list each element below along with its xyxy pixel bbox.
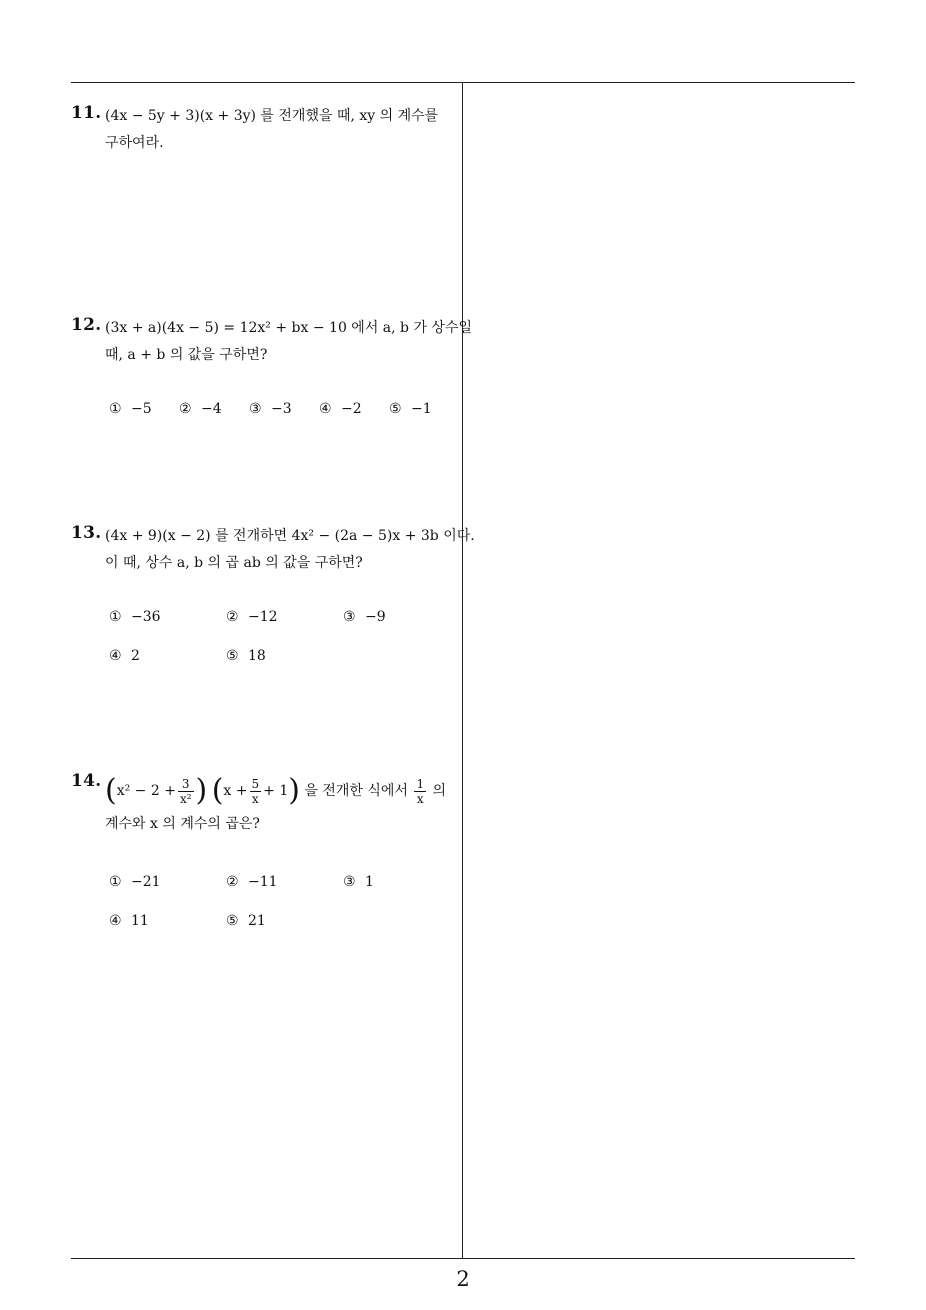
choice-1[interactable]	[109, 609, 161, 625]
expr-part: + 1	[263, 783, 289, 799]
fraction-denominator: x²	[179, 791, 192, 806]
question-text	[105, 315, 473, 369]
expr-text: 의	[432, 783, 447, 799]
question-line: 때, a + b 의 값을 구하면?	[105, 347, 268, 363]
left-paren: (	[105, 773, 117, 808]
choice-value: −36	[131, 609, 161, 625]
question-line: 계수와 x 의 계수의 곱은?	[105, 816, 260, 832]
choice-mark: ①	[109, 874, 122, 890]
choice-5[interactable]	[389, 401, 432, 417]
question-text	[105, 523, 475, 577]
question-line-expression	[105, 771, 459, 811]
left-paren: (	[211, 773, 224, 808]
choice-mark: ①	[109, 609, 122, 625]
choice-value: −3	[271, 401, 292, 417]
choice-4[interactable]	[109, 648, 140, 664]
expr-part: x +	[223, 783, 248, 799]
choice-value: −1	[411, 401, 432, 417]
choice-mark: ③	[343, 874, 356, 890]
expr-text: 을 전개한 식에서	[304, 783, 408, 799]
fraction	[250, 777, 262, 806]
choice-value: −11	[248, 874, 278, 890]
choice-mark: ⑤	[226, 648, 239, 664]
choice-mark: ②	[179, 401, 192, 417]
choice-1[interactable]	[109, 874, 161, 890]
question-text	[105, 103, 459, 157]
question-line: 이 때, 상수 a, b 의 곱 ab 의 값을 구하면?	[105, 555, 363, 571]
question-number: 13.	[71, 523, 102, 543]
top-rule	[71, 82, 855, 83]
fraction-numerator: 3	[178, 777, 194, 792]
question-line: (3x + a)(4x − 5) = 12x² + bx − 10 에서 a, b 가 상수일	[105, 320, 473, 336]
fraction-numerator: 5	[251, 776, 260, 791]
choice-mark: ④	[109, 913, 122, 929]
choice-value: 21	[248, 913, 266, 929]
choice-value: −5	[131, 401, 152, 417]
fraction-denominator: x	[416, 791, 424, 806]
choice-mark: ②	[226, 874, 239, 890]
choice-1[interactable]	[109, 401, 152, 417]
choice-mark: ⑤	[226, 913, 239, 929]
page-number: 2	[456, 1267, 470, 1291]
choice-mark: ④	[319, 401, 332, 417]
question-text	[105, 771, 459, 838]
fraction-denominator: x	[251, 791, 259, 806]
question-line: (4x + 9)(x − 2) 를 전개하면 4x² − (2a − 5)x + 3b 이다.	[105, 528, 475, 544]
question-11	[71, 103, 459, 157]
choice-4[interactable]	[109, 913, 149, 929]
choice-value: 1	[365, 874, 374, 890]
right-paren: )	[288, 773, 300, 808]
question-12	[71, 315, 473, 369]
choice-mark: ⑤	[389, 401, 402, 417]
choice-value: −21	[131, 874, 161, 890]
choice-2[interactable]	[226, 874, 278, 890]
choice-3[interactable]	[343, 874, 374, 890]
choice-mark: ③	[249, 401, 262, 417]
choice-value: 2	[131, 648, 140, 664]
question-line: 구하여라.	[105, 135, 164, 151]
choice-value: −2	[341, 401, 362, 417]
choice-4[interactable]	[319, 401, 362, 417]
choice-mark: ④	[109, 648, 122, 664]
fraction	[414, 777, 426, 806]
right-paren: )	[195, 773, 208, 808]
choice-2[interactable]	[179, 401, 222, 417]
choice-value: −4	[201, 401, 222, 417]
choice-5[interactable]	[226, 648, 266, 664]
fraction	[178, 777, 194, 806]
expr-part: x² − 2 +	[116, 783, 176, 799]
column-divider	[462, 82, 463, 1258]
choice-3[interactable]	[249, 401, 292, 417]
fraction-numerator: 1	[416, 776, 425, 791]
question-14	[71, 771, 459, 838]
choice-value: 11	[131, 913, 149, 929]
question-number: 14.	[71, 771, 102, 791]
choice-value: 18	[248, 648, 266, 664]
question-13	[71, 523, 475, 577]
question-number: 12.	[71, 315, 102, 335]
choice-mark: ①	[109, 401, 122, 417]
choice-mark: ③	[343, 609, 356, 625]
bottom-rule	[71, 1258, 855, 1259]
choice-5[interactable]	[226, 913, 266, 929]
question-line: (4x − 5y + 3)(x + 3y) 를 전개했을 때, xy 의 계수를	[105, 108, 439, 124]
choice-value: −12	[248, 609, 278, 625]
choice-mark: ②	[226, 609, 239, 625]
choice-value: −9	[365, 609, 386, 625]
question-number: 11.	[71, 103, 102, 123]
choice-3[interactable]	[343, 609, 386, 625]
choice-2[interactable]	[226, 609, 278, 625]
